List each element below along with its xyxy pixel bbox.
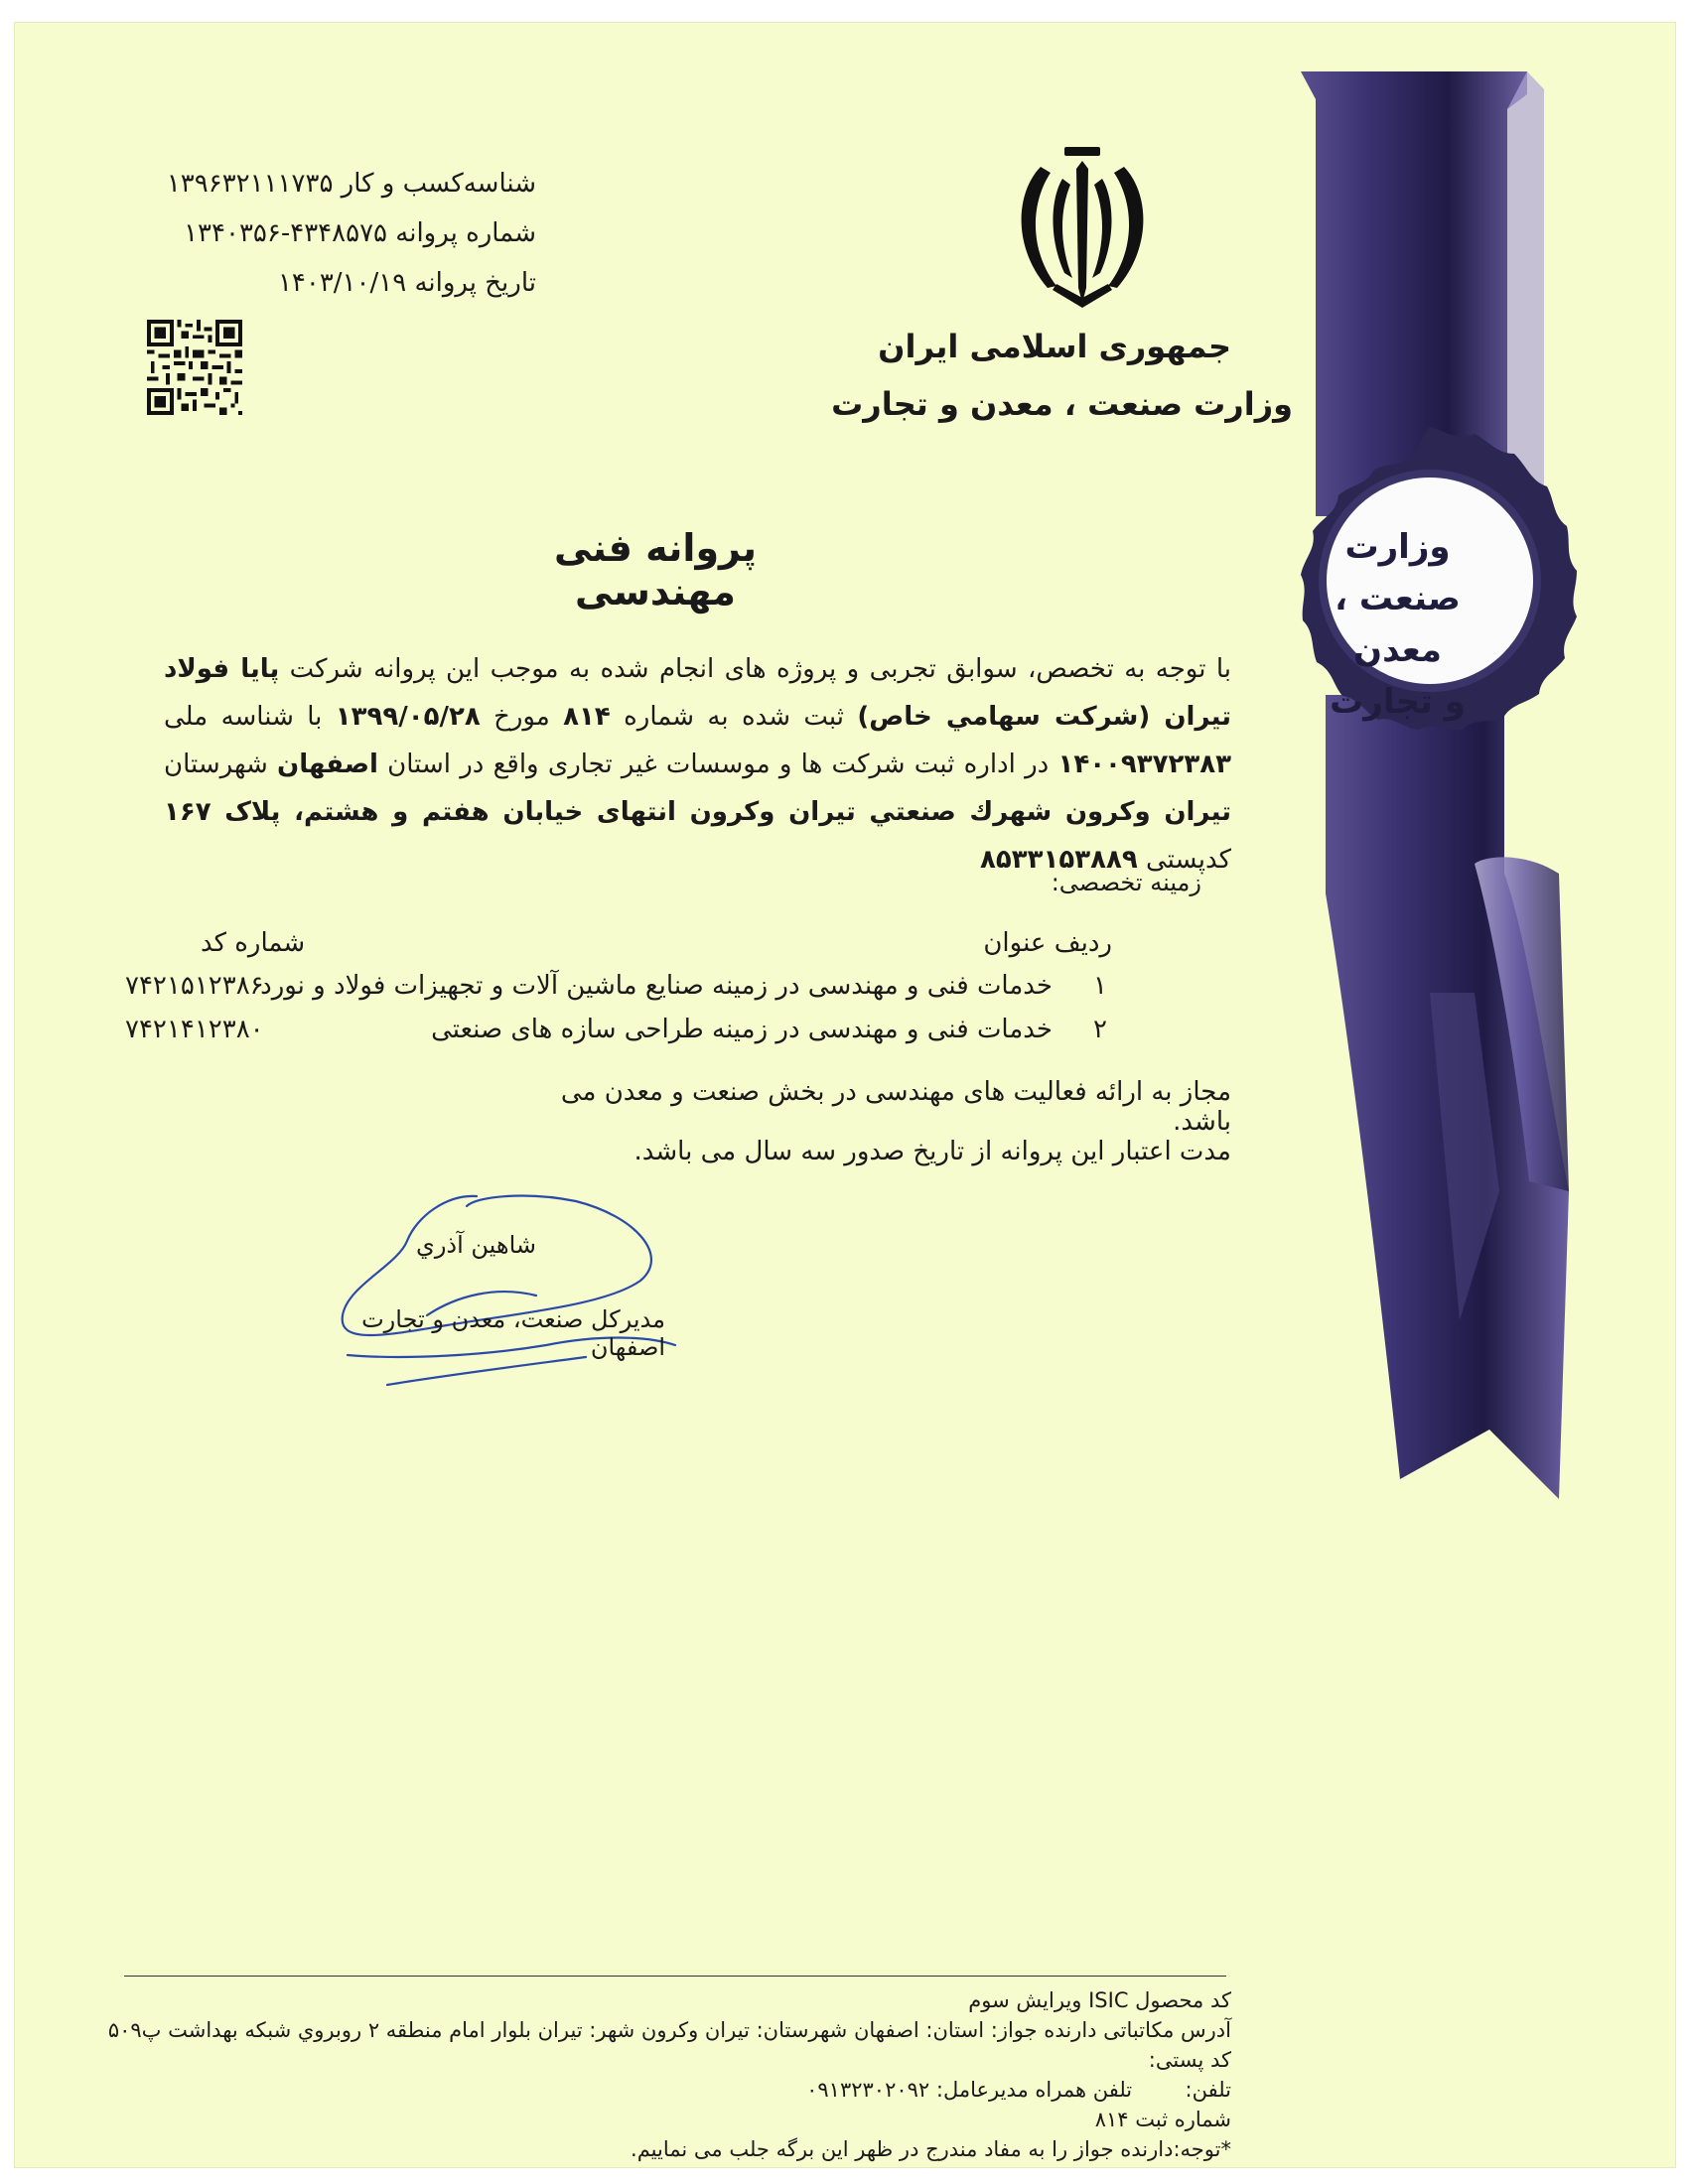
- ministry-ribbon-seal: [1231, 0, 1658, 1519]
- postal-code: ۸۵۳۳۱۵۳۸۸۹: [980, 845, 1138, 875]
- header-ministry: وزارت صنعت ، معدن و تجارت: [831, 385, 1293, 423]
- row-number: ۲: [1093, 1015, 1107, 1044]
- row-code: ۷۴۲۱۴۱۲۳۸۰: [125, 1015, 264, 1044]
- signatory-name: شاهین آذري: [416, 1231, 536, 1259]
- footer-reg-no: شماره ثبت ۸۱۴: [1094, 2108, 1231, 2131]
- business-id: شناسه‌کسب و کار ۱۳۹۶۳۲۱۱۱۷۳۵: [166, 169, 536, 199]
- footer: [107, 1985, 1231, 2164]
- body-text-7: کدپستی: [1146, 845, 1231, 875]
- license-meta: [109, 159, 536, 308]
- footer-mobile: تلفن همراه مدیرعامل: ۰۹۱۳۲۳۰۲۰۹۲: [806, 2078, 1133, 2102]
- license-date: تاریخ پروانه ۱۴۰۳/۱۰/۱۹: [277, 268, 536, 298]
- seal-line-3: و تجارت: [1330, 682, 1466, 722]
- registration-date: ۱۳۹۹/۰۵/۲۸: [335, 702, 481, 732]
- body-text-3: مورخ: [493, 702, 550, 732]
- province: اصفهان: [277, 750, 378, 779]
- header-row-title: ردیف عنوان: [983, 928, 1112, 958]
- row-code: ۷۴۲۱۵۱۲۳۸۶: [125, 971, 264, 1001]
- table-row: [119, 1015, 1112, 1054]
- license-body: [164, 645, 1231, 884]
- seal-text: [1296, 521, 1499, 728]
- permission-statement: مجاز به ارائه فعالیت های مهندسی در بخش صنعت و معدن می باشد.: [560, 1077, 1231, 1137]
- license-number: شماره پروانه ۴۳۴۸۵۷۵-۱۳۴۰۳۵۶: [184, 218, 536, 248]
- handwritten-signature: [328, 1186, 685, 1405]
- specialty-table-header: [179, 928, 1112, 968]
- body-text-6: شهرستان: [164, 750, 268, 779]
- document-title: پروانه فنی مهندسی: [554, 526, 757, 614]
- header-code: شماره کد: [201, 928, 306, 958]
- footer-isic: کد محصول ISIC ویرایش سوم: [968, 1988, 1231, 2012]
- footer-phone-label: تلفن:: [1185, 2078, 1231, 2102]
- row-number: ۱: [1093, 971, 1107, 1001]
- signatory-title: مدیرکل صنعت، معدن و تجارت اصفهان: [361, 1305, 665, 1361]
- company-name: پایا فولاد تیران (شرکت سهامي خاص): [164, 654, 1232, 732]
- body-text-1: با توجه به تخصص، سوابق تجربی و پروژه های انجام شده به موجب این پروانه شرکت: [289, 654, 1231, 684]
- body-text-2: ثبت شده به شماره: [624, 702, 844, 732]
- validity-statement: مدت اعتبار این پروانه از تاریخ صدور سه سال می باشد.: [633, 1137, 1231, 1166]
- qr-code-icon: [147, 320, 242, 415]
- iran-emblem-icon: [993, 139, 1172, 313]
- registration-number: ۸۱۴: [563, 702, 611, 732]
- table-row: [119, 971, 1112, 1011]
- footer-note: *توجه:دارنده جواز را به مفاد مندرج در ظهر این برگه جلب می نماییم.: [631, 2137, 1231, 2161]
- specialty-field-label: زمینه تخصصی:: [1051, 869, 1201, 896]
- footer-phone-row: [139, 2075, 1231, 2105]
- header-country: جمهوری اسلامی ایران: [878, 328, 1231, 365]
- company-address: تیران وکرون شهرك صنعتي تیران وکرون انتهای خیابان هفتم و هشتم، پلاک ۱۶۷: [164, 797, 1231, 827]
- seal-line-1: وزارت: [1344, 527, 1451, 567]
- row-title: خدمات فنی و مهندسی در زمینه صنایع ماشین آلات و تجهیزات فولاد و نورد: [260, 971, 1053, 1001]
- footer-divider: [124, 1976, 1226, 1977]
- footer-address: آدرس مکاتباتی دارنده جواز: استان: اصفهان شهرستان: تیران وکرون شهر: تیران بلوار امام منطقه ۲ روبروي شبکه بهداشت پ۵۰۹: [107, 2018, 1231, 2042]
- seal-line-2: صنعت ، معدن: [1335, 579, 1461, 670]
- national-id: ۱۴۰۰۹۳۷۲۳۸۳: [1057, 750, 1232, 779]
- body-text-4: با شناسه ملی: [164, 702, 323, 732]
- footer-postal: کد پستی:: [1148, 2048, 1231, 2072]
- body-text-5: در اداره ثبت شرکت ها و موسسات غیر تجاری واقع در استان: [387, 750, 1050, 779]
- row-title: خدمات فنی و مهندسی در زمینه طراحی سازه های صنعتی: [431, 1015, 1053, 1044]
